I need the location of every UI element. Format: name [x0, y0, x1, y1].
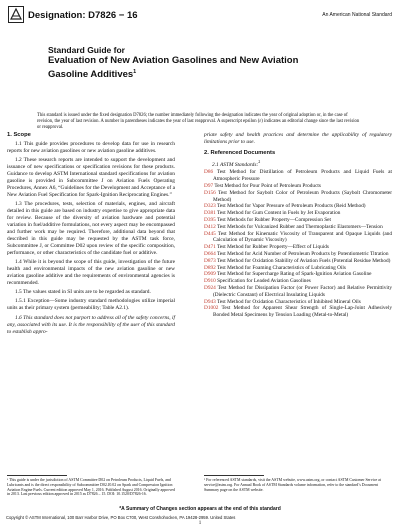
title-line-2: [48, 67, 378, 81]
footnote-divider-right: [204, 475, 264, 476]
issuance-notice: This standard is issued under the fixed designation D7826; the number immediately following the designation indicates the year of original adoption or, in the case of revision, the year of last revision. A number in parentheses indicates the year of last reapproval. A superscript epsilon (ε) indicates an editorial change since the last revision or reapproval.: [37, 113, 360, 130]
reference-title: Test Method for Distillation of Petroleum Products and Liquid Fuels at Atmospheric Pressure: [213, 169, 392, 183]
reference-item: [204, 251, 392, 258]
scope-1-3: 1.3 The procedures, tests, selection of materials, engines, and aircraft detailed in this guide are based on industry expertise to give appropriate data for review. Because of the diversity of aviation hardware and potential variation in fuel/additive formulations, not every aspect may be encompassed and further work may be required. Therefore, additional data beyond that described in this guide may be requested by the ASTM task force, Subcommittee J, or Committee D02 upon review of the specific composition, performance, or other characteristics of the candidate fuel or additive.: [7, 201, 175, 256]
reference-code-link[interactable]: D395: [204, 217, 216, 223]
reference-title: Test Method for Oxidation Characteristics of Inhibited Mineral Oils: [217, 298, 361, 305]
designation: Designation: D7826 − 16: [28, 10, 138, 21]
title-standard-guide: Standard Guide for: [48, 45, 125, 55]
reference-item: [204, 210, 392, 217]
title-block: [48, 45, 378, 80]
reference-code-link[interactable]: D909: [204, 271, 216, 278]
page-number: 1: [198, 521, 202, 526]
reference-code-link[interactable]: D445: [204, 230, 216, 237]
reference-item: [204, 231, 392, 245]
scope-1-2: 1.2 These research reports are intended to support the development and issuance of new specifications or specification revisions for these products. Guidance to develop ASTM International standard specifications for aviation gasoline is provided in Subcommittee J on Aviation Fuels Operating Procedures, Annex A6, “Guidelines for the Development and Acceptance of a New Aviation Fuel Specification for Spark-Ignition Reciprocating Engines.”: [7, 157, 175, 198]
title-line-1: Evaluation of New Aviation Gasolines and New Aviation: [48, 55, 299, 66]
reference-code-link[interactable]: D924: [204, 284, 216, 291]
reference-code-link[interactable]: D412: [204, 223, 216, 230]
reference-item: [204, 258, 392, 265]
scope-1-6-continued: priate safety and health practices and determine the applicability of regulatory limitations prior to use.: [204, 132, 392, 145]
scope-1-6: 1.6 This standard does not purport to address all of the safety concerns, if any, associated with its use. It is the responsibility of the user of this standard to establish appro-: [7, 314, 175, 335]
reference-code-link[interactable]: D156: [204, 189, 216, 196]
reference-item: [204, 285, 392, 299]
reference-code-link[interactable]: D943: [204, 298, 216, 305]
reference-item: [204, 278, 392, 285]
reference-title: Test Method for Supercharge Rating of Spark-Ignition Aviation Gasoline: [217, 271, 372, 278]
summary-of-changes-notice: *A Summary of Changes section appears at the end of this standard: [119, 506, 281, 512]
reference-code-link[interactable]: D892: [204, 264, 216, 271]
reference-item: [204, 169, 392, 183]
organization-label: An American National Standard: [322, 12, 392, 18]
reference-item: [204, 244, 392, 251]
reference-title: Test Method for Saybolt Color of Petroleum Products (Saybolt Chromometer Method): [213, 189, 393, 203]
reference-title: Test Methods for Rubber Property—Compression Set: [217, 217, 331, 223]
reference-title: Test Method for Apparent Shear Strength of Single-Lap-Joint Adhesively Bonded Metal Specimens by Tension Loading (Metal-to-Metal): [213, 305, 392, 319]
left-column: [7, 132, 175, 338]
reference-list: [204, 169, 392, 319]
reference-code-link[interactable]: D97: [204, 183, 214, 190]
reference-code-link[interactable]: D323: [204, 203, 216, 210]
reference-code-link[interactable]: D1002: [204, 305, 219, 312]
reference-code-link[interactable]: D471: [204, 244, 216, 251]
scope-1-5: 1.5 The values stated in SI units are to be regarded as standard.: [15, 289, 151, 296]
reference-code-link[interactable]: D664: [204, 250, 216, 257]
reference-item: [204, 217, 392, 224]
scope-1-4: 1.4 While it is beyond the scope of this guide, investigation of the future health and environmental impacts of the new aviation gasoline or new aviation gasoline additive and the requirements of environmental agencies is recommended.: [7, 258, 175, 286]
reference-title: Test Method for Pour Point of Petroleum Products: [214, 183, 321, 190]
astm-logo-icon: [8, 6, 24, 23]
reference-code-link[interactable]: D873: [204, 257, 216, 264]
footnote-divider: [7, 475, 67, 476]
reference-item: [204, 190, 392, 204]
reference-title: Test Method for Vapor Pressure of Petroleum Products (Reid Method): [217, 203, 366, 210]
reference-title: Test Method for Rubber Property—Effect of Liquids: [217, 244, 329, 251]
reference-code-link[interactable]: D910: [204, 278, 216, 285]
reference-title: Test Method for Acid Number of Petroleum Products by Potentiometric Titration: [217, 250, 389, 257]
reference-title: Test Method for Kinematic Viscosity of Transparent and Opaque Liquids (and Calculation of Dynamic Viscosity): [213, 230, 393, 244]
right-column: [204, 132, 392, 319]
reference-item: [204, 224, 392, 231]
title-footnote-mark: 1: [133, 68, 137, 75]
reference-title: Test Method for Dissipation Factor (or Power Factor) and Relative Permittivity (Dielectric Constant) of Electrical Insulating Liquids: [213, 284, 392, 298]
reference-title: Test Method for Oxidation Stability of Aviation Fuels (Potential Residue Method): [217, 257, 391, 264]
reference-code-link[interactable]: D86: [204, 169, 214, 176]
title-line-2-text: Gasoline Additives: [48, 68, 134, 80]
footnote-2: ² For referenced ASTM standards, visit the ASTM website, www.astm.org, or contact ASTM Customer Service at service@astm.org. For Annual Book of ASTM Standards volume information, refer to the standard’s Document Summary page on the ASTM website.: [204, 478, 381, 492]
reference-item: [204, 305, 392, 319]
references-footnote-mark: 2: [258, 158, 261, 164]
scope-1-1: 1.1 This guide provides procedures to develop data for use in research reports for new aviation gasolines or new aviation gasoline additives.: [7, 140, 175, 154]
reference-title: Specification for Leaded Aviation Gasolines: [217, 278, 311, 285]
reference-title: Test Method for Foaming Characteristics of Lubricating Oils: [217, 264, 346, 271]
references-heading: 2. Referenced Documents: [204, 149, 276, 156]
references-subheading: [204, 159, 392, 169]
reference-code-link[interactable]: D381: [204, 210, 216, 217]
reference-title: Test Method for Gum Content in Fuels by Jet Evaporation: [217, 210, 341, 217]
reference-item: [204, 183, 392, 190]
footnote-1: ¹ This guide is under the jurisdiction of ASTM Committee D02 on Petroleum Products, Liquid Fuels, and Lubricants and is the direct responsibility of Subcommittee D02.J0.02 on Spark and Compression Ignition Aviation Engine Fuels. Current edition approved May 1, 2016. Published August 2016. Originally approved in 2013. Last previous edition approved in 2015 as D7826 – 15. DOI: 10.1520/D7826-16.: [7, 478, 175, 497]
references-subheading-text: 2.1 ASTM Standards:: [212, 161, 259, 168]
copyright-line: Copyright © ASTM International, 100 Barr Harbor Drive, PO Box C700, West Conshohocken, PA 19428-2959. United States: [6, 515, 236, 520]
scope-1-5-1: 1.5.1 Exception—Some industry standard methodologies utilize imperial units as their primary system (permeability; Table A2.1).: [7, 298, 175, 312]
scope-heading: 1. Scope: [7, 132, 31, 138]
reference-title: Test Methods for Vulcanized Rubber and Thermoplastic Elastomers—Tension: [217, 223, 383, 230]
